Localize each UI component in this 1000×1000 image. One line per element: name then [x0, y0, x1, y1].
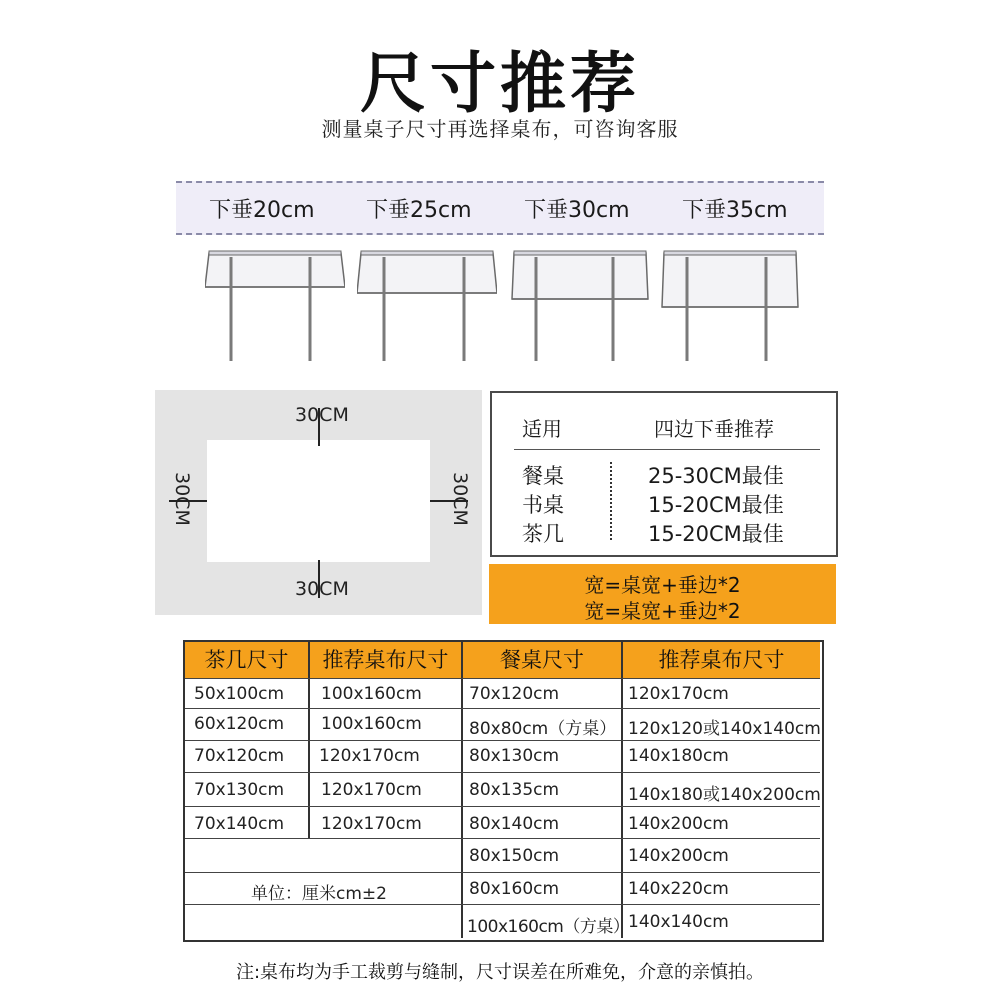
- rec-row-desk-label: 书桌: [522, 493, 564, 517]
- dining-size-cell: 100x160cm（方桌）: [467, 917, 630, 937]
- col-divider-3: [621, 642, 623, 938]
- dining-size-cell: 80x150cm: [469, 846, 560, 866]
- table-illustration-25: [357, 247, 497, 363]
- size-formula-banner: [489, 564, 836, 624]
- rec-header-usage: 适用: [522, 417, 562, 441]
- dining-cloth-cell: 140x140cm: [628, 912, 729, 932]
- rec-row-coffee-value: 15-20CM最佳: [648, 522, 784, 546]
- col-header-coffee-size: 茶几尺寸: [185, 642, 308, 678]
- bottom-drop-label: 30CM: [295, 578, 349, 600]
- col-divider-2: [461, 642, 463, 938]
- coffee-cloth-cell: 100x160cm: [321, 714, 422, 734]
- table-illustration-20: [205, 247, 345, 363]
- col-header-dining-cloth: 推荐桌布尺寸: [623, 642, 820, 678]
- coffee-size-cell: 50x100cm: [194, 684, 285, 704]
- coffee-size-cell: 70x140cm: [194, 814, 285, 834]
- formula-line-1: 宽=桌宽+垂边*2: [584, 573, 741, 597]
- col-header-dining-size: 餐桌尺寸: [463, 642, 621, 678]
- coffee-cloth-cell: 120x170cm: [319, 746, 420, 766]
- right-drop-label: 30CM: [449, 472, 471, 526]
- dining-size-cell: 80x140cm: [469, 814, 560, 834]
- drop-option-30: 下垂30cm: [524, 198, 630, 223]
- row-divider: [185, 772, 820, 773]
- dining-size-cell: 80x130cm: [469, 746, 560, 766]
- dining-cloth-cell: 140x200cm: [628, 846, 729, 866]
- footnote: 注:桌布均为手工裁剪与缝制，尺寸误差在所难免，介意的亲慎拍。: [235, 962, 765, 983]
- coffee-cloth-cell: 120x170cm: [321, 780, 422, 800]
- drop-recommendation-box: [490, 391, 838, 557]
- coffee-size-cell: 60x120cm: [194, 714, 285, 734]
- tablecloth-layout-diagram: [155, 390, 482, 615]
- formula-line-2: 宽=桌宽+垂边*2: [584, 599, 741, 623]
- col-header-coffee-cloth: 推荐桌布尺寸: [310, 642, 461, 678]
- row-divider: [185, 740, 820, 741]
- dining-size-cell: 70x120cm: [469, 684, 560, 704]
- rec-header-drop: 四边下垂推荐: [654, 417, 774, 441]
- row-divider: [185, 838, 820, 839]
- dining-cloth-cell: 120x120或140x140cm: [628, 719, 821, 739]
- dining-cloth-cell: 140x220cm: [628, 879, 729, 899]
- rec-row-dining-value: 25-30CM最佳: [648, 464, 784, 488]
- top-drop-label: 30CM: [295, 404, 349, 426]
- size-table: [183, 640, 824, 942]
- tabletop-area: [207, 440, 430, 562]
- rec-row-desk-value: 15-20CM最佳: [648, 493, 784, 517]
- dining-size-cell: 80x135cm: [469, 780, 560, 800]
- rec-dotted-separator: [610, 462, 612, 540]
- coffee-size-cell: 70x120cm: [194, 746, 285, 766]
- unit-note: 单位：厘米cm±2: [251, 884, 387, 904]
- dining-cloth-cell: 140x180或140x200cm: [628, 785, 821, 805]
- drop-option-20: 下垂20cm: [209, 198, 315, 223]
- table-illustration-30: [510, 247, 650, 363]
- dining-size-cell: 80x80cm（方桌）: [469, 719, 617, 739]
- coffee-cloth-cell: 120x170cm: [321, 814, 422, 834]
- left-drop-label: 30CM: [171, 472, 193, 526]
- dining-cloth-cell: 140x200cm: [628, 814, 729, 834]
- rec-row-dining-label: 餐桌: [522, 464, 564, 488]
- drop-option-25: 下垂25cm: [366, 198, 472, 223]
- coffee-size-cell: 70x130cm: [194, 780, 285, 800]
- row-divider: [185, 708, 820, 709]
- rec-row-coffee-label: 茶几: [522, 522, 564, 546]
- row-divider: [185, 872, 820, 873]
- page-subtitle: 测量桌子尺寸再选择桌布，可咨询客服: [321, 117, 679, 141]
- row-divider: [185, 678, 820, 679]
- drop-option-35: 下垂35cm: [682, 198, 788, 223]
- page-title: 尺寸推荐: [360, 45, 640, 122]
- dining-cloth-cell: 140x180cm: [628, 746, 729, 766]
- table-illustration-35: [660, 247, 800, 363]
- dining-cloth-cell: 120x170cm: [628, 684, 729, 704]
- row-divider: [185, 904, 820, 905]
- dining-size-cell: 80x160cm: [469, 879, 560, 899]
- rec-divider: [514, 449, 820, 450]
- coffee-cloth-cell: 100x160cm: [321, 684, 422, 704]
- row-divider: [185, 806, 820, 807]
